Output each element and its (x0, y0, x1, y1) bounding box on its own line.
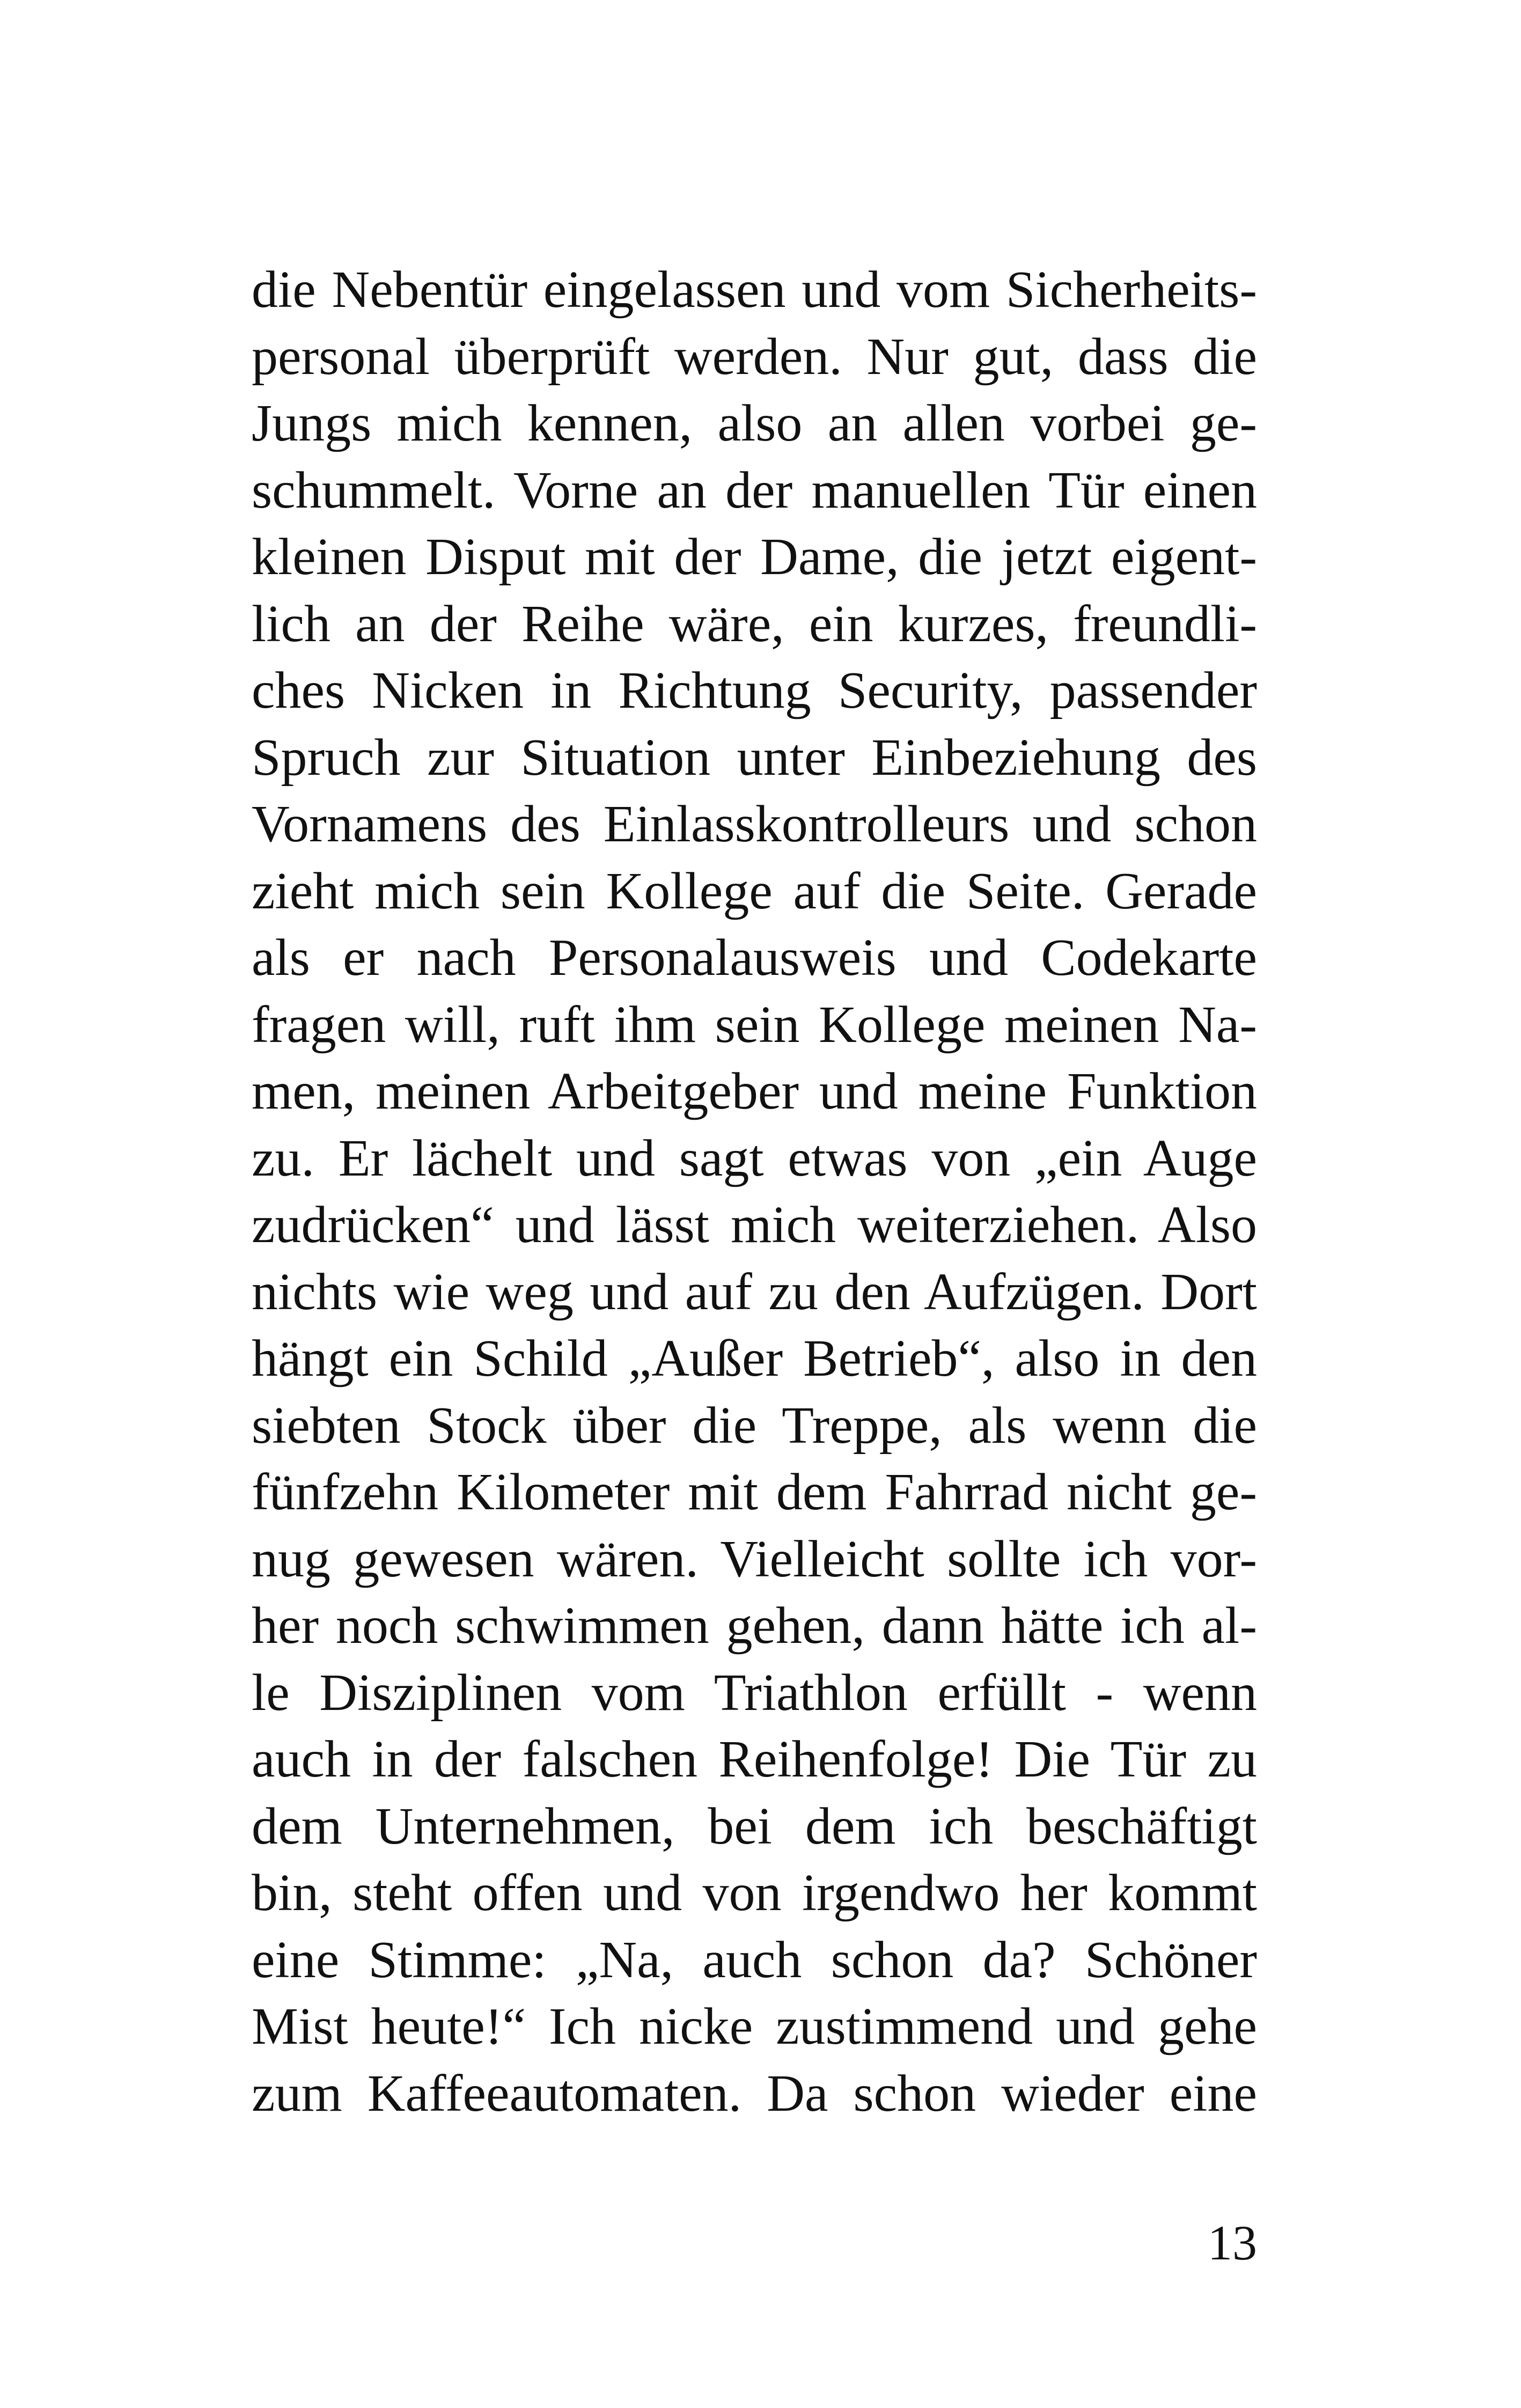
text-line: zudrücken“ und lässt mich weiterziehen. Also (252, 1196, 1257, 1254)
text-line: schummelt. Vorne an der manuellen Tür einen (252, 461, 1257, 519)
text-line: kleinen Disput mit der Dame, die jetzt eigent- (252, 528, 1257, 586)
text-line: auch in der falschen Reihenfolge! Die Tür zu (252, 1730, 1257, 1788)
text-line: zu. Er lächelt und sagt etwas von „ein Auge (252, 1129, 1257, 1187)
text-line: fünfzehn Kilometer mit dem Fahrrad nicht ge- (252, 1463, 1257, 1521)
text-line: nug gewesen wären. Vielleicht sollte ich vor- (252, 1530, 1257, 1588)
text-line: Mist heute!“ Ich nicke zustimmend und gehe (252, 1998, 1257, 2055)
text-line: die Nebentür eingelassen und vom Sicherheits- (252, 261, 1257, 319)
text-line: Spruch zur Situation unter Einbeziehung des (252, 728, 1257, 787)
text-line: nichts wie weg und auf zu den Aufzügen. Dort (252, 1262, 1257, 1321)
text-line: hängt ein Schild „Außer Betrieb“, also in den (252, 1330, 1257, 1387)
text-line: lich an der Reihe wäre, ein kurzes, freundli- (252, 594, 1257, 653)
page-number: 13 (1208, 2215, 1257, 2270)
text-line: dem Unternehmen, bei dem ich beschäftigt (252, 1797, 1257, 1855)
text-line: Jungs mich kennen, also an allen vorbei ge- (252, 394, 1257, 452)
text-line: ches Nicken in Richtung Security, passender (252, 662, 1257, 720)
text-line: fragen will, ruft ihm sein Kollege meinen Na- (252, 995, 1257, 1054)
text-line: zieht mich sein Kollege auf die Seite. Gerade (252, 862, 1257, 920)
text-line: als er nach Personalausweis und Codekarte (252, 929, 1257, 987)
text-line: men, meinen Arbeitgeber und meine Funktion (252, 1062, 1257, 1120)
text-line: Vornamens des Einlasskontrolleurs und schon (252, 795, 1257, 853)
text-line: siebten Stock über die Treppe, als wenn die (252, 1396, 1257, 1455)
text-line: le Disziplinen vom Triathlon erfüllt - wenn (252, 1663, 1257, 1722)
text-line: her noch schwimmen gehen, dann hätte ich al- (252, 1597, 1257, 1655)
body-text (252, 256, 1257, 2127)
text-line: zum Kaffeeautomaten. Da schon wieder eine (252, 2064, 1257, 2123)
text-line: bin, steht offen und von irgendwo her kommt (252, 1864, 1257, 1922)
text-line: personal überprüft werden. Nur gut, dass die (252, 327, 1257, 386)
text-line: eine Stimme: „Na, auch schon da? Schöner (252, 1930, 1257, 1989)
